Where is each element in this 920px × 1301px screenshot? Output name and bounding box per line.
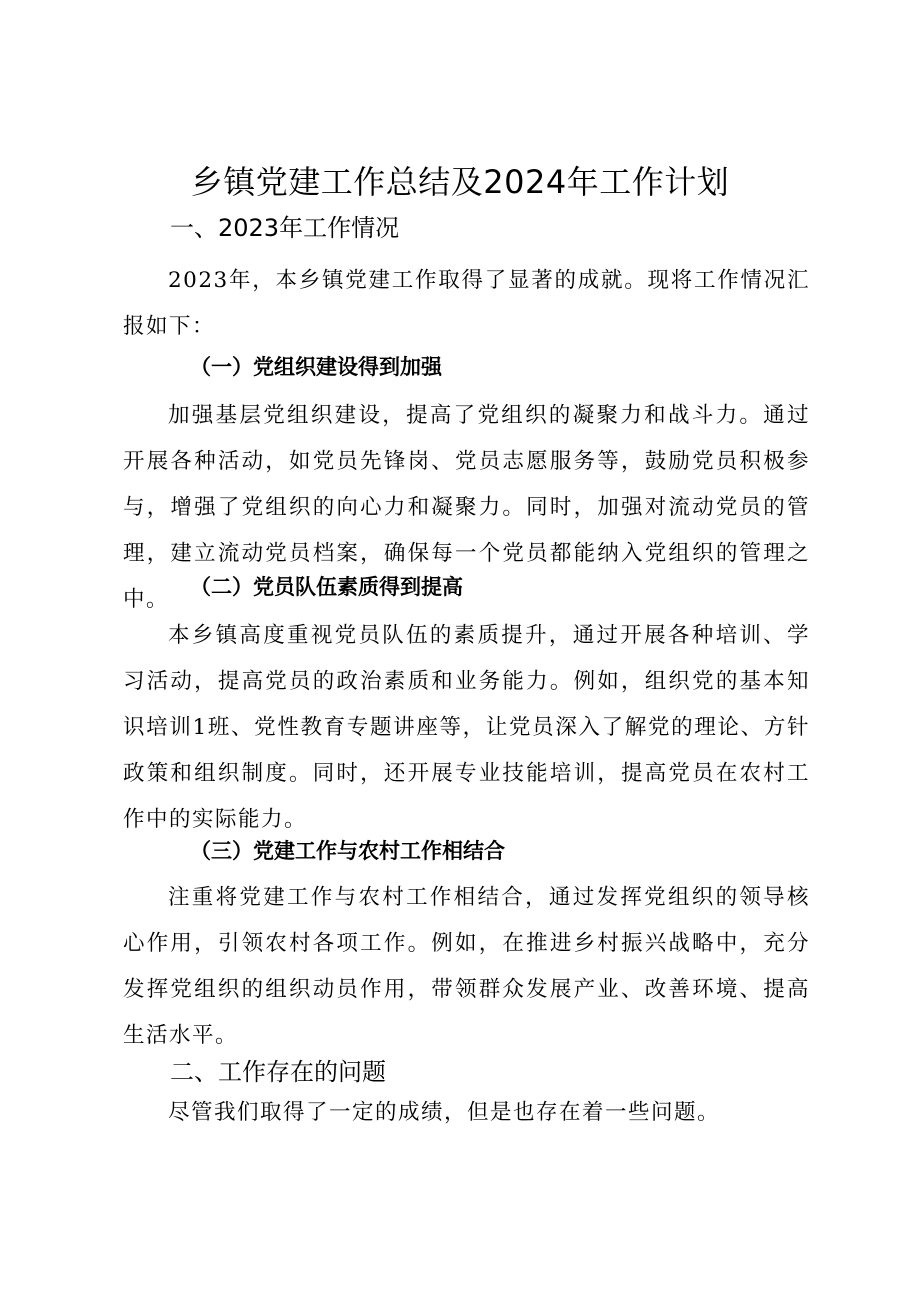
- subsection-heading-3: （三）党建工作与农村工作相结合: [190, 839, 505, 863]
- document-title: 乡镇党建工作总结及2024年工作计划: [190, 163, 730, 201]
- subsection-heading-1: （一）党组织建设得到加强: [190, 355, 442, 379]
- subsection-1-body: 加强基层党组织建设，提高了党组织的凝聚力和战斗力。通过开展各种活动，如党员先锋岗、党员志愿服务等，鼓励党员积极参与，增强了党组织的向心力和凝聚力。同时，加强对流动党员的管理，建立流动党员档案，确保每一个党员都能纳入党组织的管理之中。: [123, 403, 810, 612]
- section-1-intro: 2023年，本乡镇党建工作取得了显著的成就。现将工作情况汇报如下：: [123, 268, 810, 339]
- section-2-intro: 尽管我们取得了一定的成绩，但是也存在着一些问题。: [168, 1100, 721, 1125]
- section-heading-1: 一、2023年工作情况: [170, 214, 400, 242]
- section-heading-2: 二、工作存在的问题: [170, 1058, 386, 1086]
- subsection-2-body: 本乡镇高度重视党员队伍的素质提升，通过开展各种培训、学习活动，提高党员的政治素质和业务能力。例如，组织党的基本知识培训1班、党性教育专题讲座等，让党员深入了解党的理论、方针政策和组织制度。同时，还开展专业技能培训，提高党员在农村工作中的实际能力。: [123, 623, 810, 832]
- subsection-heading-2: （二）党员队伍素质得到提高: [190, 575, 463, 599]
- subsection-3-body: 注重将党建工作与农村工作相结合，通过发挥党组织的领导核心作用，引领农村各项工作。例如，在推进乡村振兴战略中，充分发挥党组织的组织动员作用，带领群众发展产业、改善环境、提高生活水平。: [123, 885, 810, 1048]
